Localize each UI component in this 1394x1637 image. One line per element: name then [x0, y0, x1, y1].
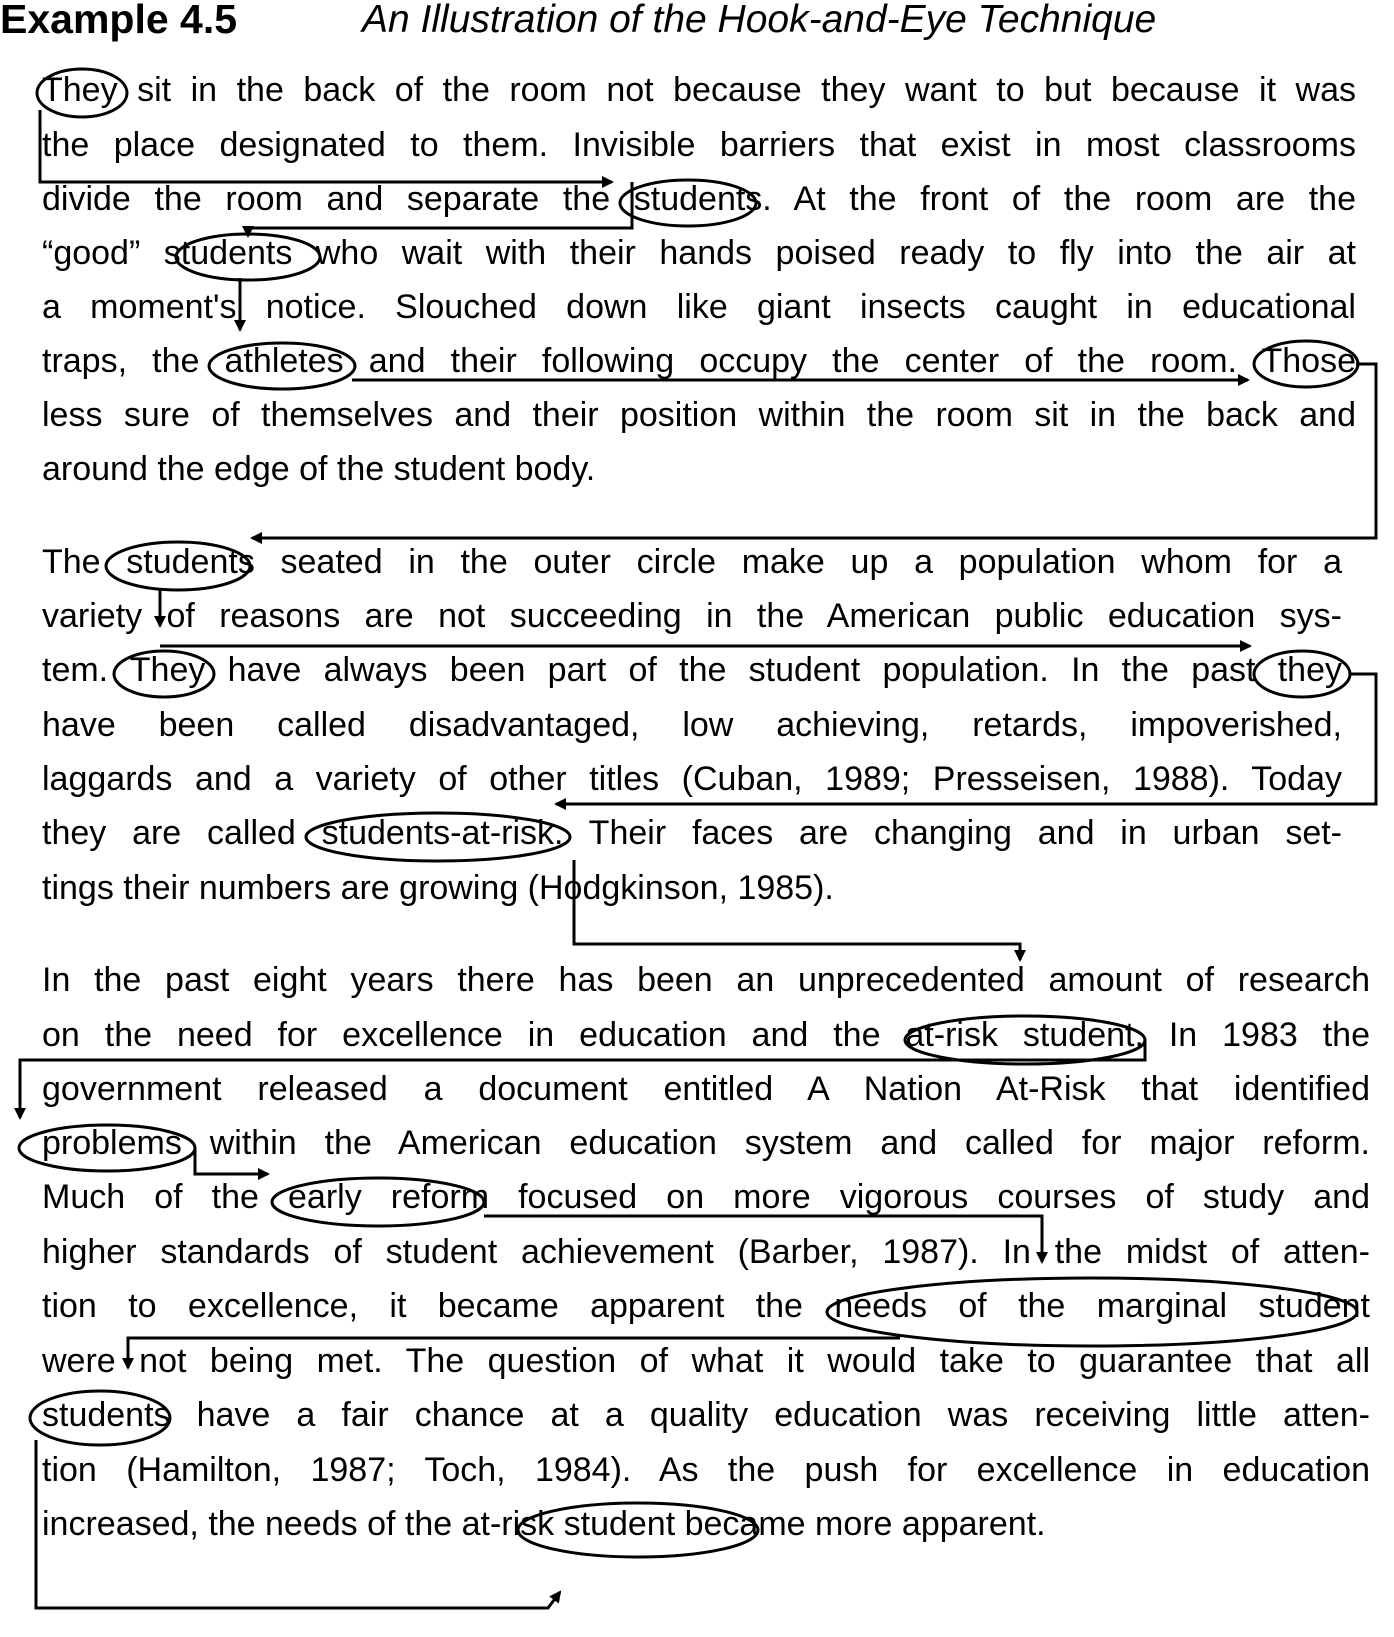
text-line: They sit in the back of the room not because they want to but because it was — [42, 71, 1356, 109]
text-line: tings their numbers are growing (Hodgkinson, 1985). — [42, 869, 834, 907]
text-line: government released a document entitled A Nation At-Risk that identified — [42, 1070, 1370, 1108]
text-line: Much of the early reform focused on more vigorous courses of study and — [42, 1178, 1370, 1216]
example-title: An Illustration of the Hook-and-Eye Technique — [362, 0, 1157, 41]
text-line: they are called students-at-risk. Their faces are changing and in urban set- — [42, 814, 1342, 852]
text-line: variety of reasons are not succeeding in the American public education sys- — [42, 597, 1342, 635]
text-line: tion (Hamilton, 1987; Toch, 1984). As the push for excellence in education — [42, 1451, 1370, 1489]
text-line: tem. They have always been part of the student population. In the past they — [42, 651, 1342, 689]
text-line: “good” students who wait with their hands poised ready to fly into the air at — [42, 234, 1356, 272]
text-line: on the need for excellence in education and the at-risk student. In 1983 the — [42, 1016, 1370, 1054]
text-line: students have a fair chance at a quality education was receiving little atten- — [42, 1396, 1370, 1434]
text-line: higher standards of student achievement (Barber, 1987). In the midst of atten- — [42, 1233, 1370, 1271]
text-line: problems within the American education system and called for major reform. — [42, 1124, 1370, 1162]
text-line: the place designated to them. Invisible barriers that exist in most classrooms — [42, 126, 1356, 164]
text-line: around the edge of the student body. — [42, 450, 596, 488]
text-line: divide the room and separate the students. At the front of the room are the — [42, 180, 1356, 218]
text-line: The students seated in the outer circle make up a population whom for a — [42, 543, 1342, 581]
example-label: Example 4.5 — [0, 0, 238, 42]
text-line: In the past eight years there has been an unprecedented amount of research — [42, 961, 1370, 999]
text-line: tion to excellence, it became apparent the needs of the marginal student — [42, 1287, 1370, 1325]
text-line: increased, the needs of the at-risk student became more apparent. — [42, 1505, 1046, 1543]
text-line: were not being met. The question of what it would take to guarantee that all — [42, 1342, 1370, 1380]
text-line: have been called disadvantaged, low achieving, retards, impoverished, — [42, 706, 1342, 744]
text-line: less sure of themselves and their position within the room sit in the back and — [42, 396, 1356, 434]
text-line: laggards and a variety of other titles (Cuban, 1989; Presseisen, 1988). Today — [42, 760, 1342, 798]
text-line: traps, the athletes and their following occupy the center of the room. Those — [42, 342, 1356, 380]
text-line: a moment's notice. Slouched down like giant insects caught in educational — [42, 288, 1356, 326]
